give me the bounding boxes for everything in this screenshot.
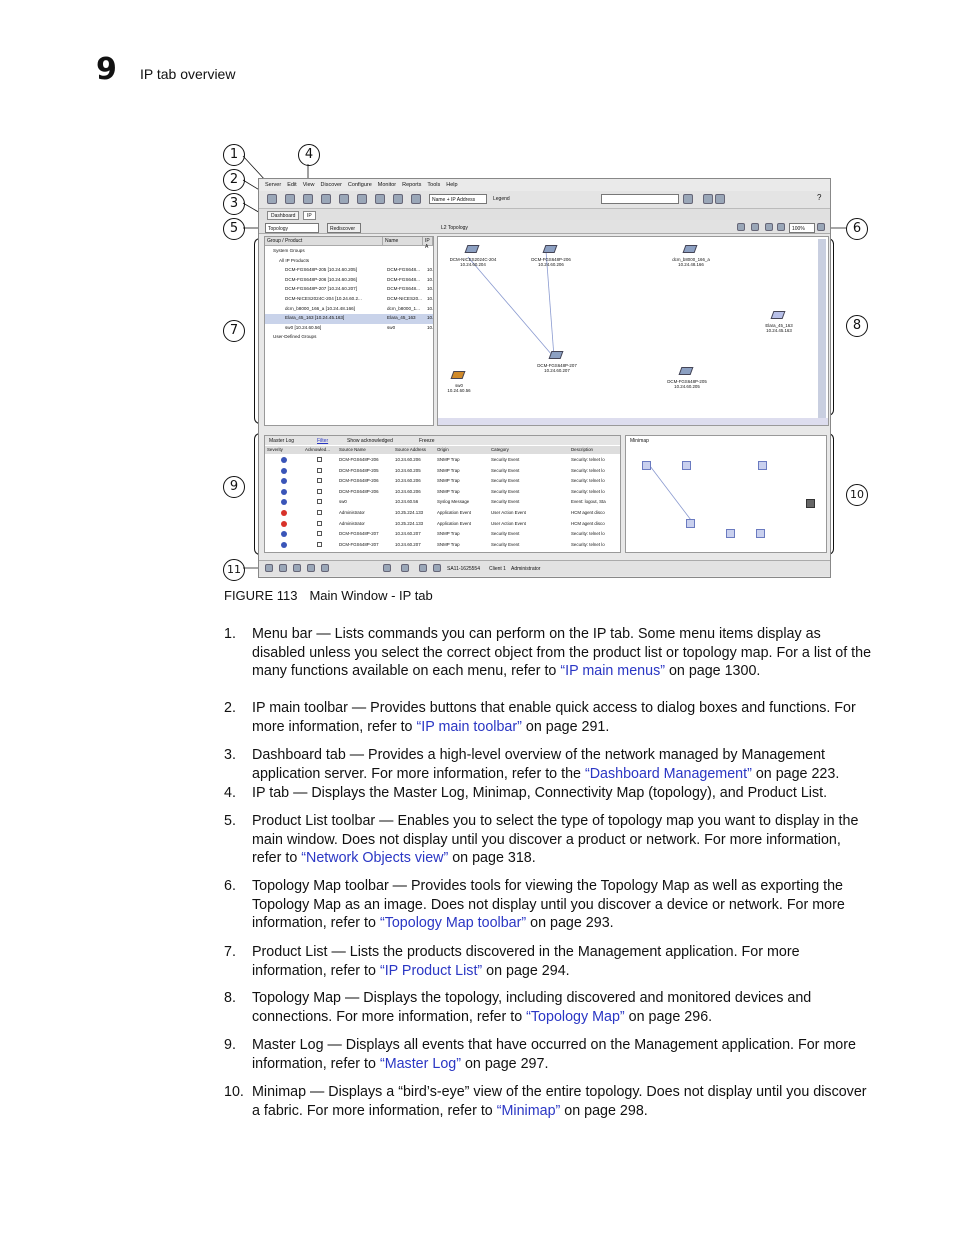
list-term: Topology Map toolbar [252, 878, 389, 894]
log-cell-cat: Security Event [491, 478, 520, 484]
list-number: 4. [224, 785, 236, 801]
log-row[interactable] [265, 529, 620, 540]
log-row[interactable] [265, 487, 620, 498]
status-icon[interactable] [279, 564, 287, 572]
list-body [252, 1083, 874, 1120]
product-row[interactable] [265, 305, 433, 315]
product-row[interactable] [265, 266, 433, 276]
status-client: Client 1 [489, 566, 506, 572]
error-icon [281, 510, 287, 516]
minimap [625, 435, 827, 553]
product-group-cell: System Groups [273, 248, 305, 253]
menu-bar [259, 179, 830, 191]
status-icon[interactable] [265, 564, 273, 572]
list-number: 10. [224, 1084, 244, 1100]
log-row[interactable] [265, 455, 620, 466]
minimap-node [758, 461, 767, 470]
acknowledge-checkbox[interactable] [317, 510, 322, 515]
tab-dashboard[interactable]: Dashboard [267, 211, 299, 220]
list-text: tab. Some menu items display as disabled unless you select the correct object from the product list or topology map. For a list of the many functions available on each menu, refer to [252, 626, 872, 680]
list-term: Dashboard tab [252, 747, 346, 763]
status-icon[interactable] [321, 564, 329, 572]
topology-device-ip: 10.24.45.163 [766, 328, 792, 333]
list-post: on page 297. [460, 1055, 549, 1072]
product-list-toolbar [259, 220, 830, 234]
log-cell-source: DCM-FGS648P-206 [339, 478, 379, 484]
toolbar-icon[interactable] [393, 194, 403, 204]
list-dash: — [323, 1037, 346, 1053]
acknowledge-checkbox[interactable] [317, 521, 322, 526]
list-post: on page 291. [521, 718, 610, 735]
toolbar-icon[interactable] [357, 194, 367, 204]
legend-label[interactable]: Legend [493, 196, 510, 202]
callout-1: 1 [223, 144, 245, 166]
product-ip-cell: 10. [427, 286, 434, 292]
log-column-header[interactable]: Source Name [339, 447, 366, 452]
log-cell-origin: Application Event [437, 510, 471, 515]
product-group-cell: sw0 [10.24.60.56] [285, 324, 322, 330]
product-name-cell: dcm_b8000_1... [387, 305, 420, 311]
list-number: 7. [224, 944, 236, 960]
product-name-cell: DCM-FGS648... [387, 276, 420, 282]
list-term: IP main toolbar [252, 700, 348, 716]
log-row[interactable] [265, 519, 620, 530]
log-cell-desc: HCM agent disco [571, 520, 605, 526]
list-term: Topology Map [252, 990, 342, 1006]
product-group-cell: dcm_b8000_166_a [10.24.48.166] [285, 305, 355, 311]
topology-view-select[interactable]: Topology [265, 223, 319, 233]
log-cell-cat: Security Event [491, 488, 520, 494]
toolbar-icon[interactable] [339, 194, 349, 204]
status-icon[interactable] [433, 564, 441, 572]
list-pre: Lists commands you can perform on the [334, 626, 593, 642]
info-icon [281, 542, 287, 548]
product-name-cell: DCM-NICES20... [387, 296, 422, 301]
log-cell-source: DCM-FGS648P-207 [339, 531, 379, 537]
figure-title: Main Window - IP tab [309, 588, 433, 603]
col-name[interactable]: Name [383, 237, 423, 245]
info-icon [281, 478, 287, 484]
help-icon[interactable]: ? [817, 193, 822, 202]
topology-map[interactable] [437, 236, 829, 426]
cross-reference-link[interactable]: “Topology Map toolbar” [379, 915, 527, 932]
log-cell-addr: 10.24.60.206 [395, 478, 421, 484]
product-row[interactable] [265, 257, 433, 267]
print-icon[interactable] [765, 223, 773, 231]
export-icon[interactable] [777, 223, 785, 231]
col-group-product[interactable]: Group / Product [265, 237, 383, 245]
master-log-title: Master Log [269, 438, 295, 444]
log-cell-cat: Security Event [491, 541, 520, 547]
product-name-cell: Elara_45_163 [387, 315, 416, 321]
log-cell-addr: 10.24.60.207 [395, 541, 421, 547]
log-cell-source: Administrator [339, 510, 365, 515]
callout-5: 5 [223, 218, 245, 240]
master-log [264, 435, 621, 553]
list-term: Minimap [252, 1084, 307, 1100]
list-body [252, 746, 874, 783]
acknowledge-checkbox[interactable] [317, 489, 322, 494]
log-cell-source: Administrator [339, 520, 365, 526]
log-column-header[interactable]: Origin [437, 447, 449, 452]
log-cell-addr: 10.24.60.206 [395, 488, 421, 494]
list-post: on page 1300. [664, 663, 761, 680]
topology-device-name: DCM-NICES2024C-204 [449, 257, 497, 262]
list-text: Provides buttons that enable quick access to dialog boxes and functions. For more information, refer to [252, 700, 856, 735]
topology-device-name: DCM-FGS648P-206 [531, 257, 571, 262]
cross-reference-link[interactable]: “IP main menus” [560, 663, 665, 680]
menu-reports[interactable]: Reports [402, 182, 422, 188]
list-dash: — [345, 747, 369, 763]
topology-device-ip: 10.24.60.206 [538, 262, 564, 267]
log-cell-addr: 10.25.224.133 [395, 520, 424, 526]
log-cell-origin: SNMP Trap [437, 541, 460, 547]
list-term: IP tab [252, 785, 290, 801]
log-cell-cat: Security Event [491, 467, 520, 473]
product-row[interactable] [265, 324, 433, 334]
product-name-cell: DCM-FGS648... [387, 267, 420, 273]
master-log-header [265, 446, 620, 454]
callout-4: 4 [298, 144, 320, 166]
minimap-node [726, 529, 735, 538]
log-row[interactable] [265, 476, 620, 487]
log-cell-source: DCM-FGS648P-207 [339, 541, 379, 547]
topology-device-name: DCM-FGS648P-205 [667, 379, 707, 384]
search-icon[interactable] [683, 194, 693, 204]
topology-scrollbar-vertical[interactable] [818, 239, 826, 419]
list-body [252, 989, 874, 1026]
log-row[interactable] [265, 540, 620, 551]
status-icon[interactable] [419, 564, 427, 572]
list-text: Displays the Master Log, Minimap, Connectivity Map (topology), and Product List. [311, 785, 828, 801]
topology-tool-icon[interactable] [751, 223, 759, 231]
minimap-node [642, 461, 651, 470]
log-cell-origin: SNMP Trap [437, 488, 460, 494]
product-ip-cell: 10. [427, 267, 434, 273]
list-text: Enables you to select the type of topology map you want to display in the main window. Does not display until you discover a product or network. For more information, refer to [252, 813, 859, 867]
list-text: Displays a “bird’s-eye” view of the entire topology. Does not display until you discover a fabric. For more information, refer to [252, 1084, 867, 1119]
product-row[interactable] [265, 314, 433, 324]
topology-device-ip: 10.24.60.204 [460, 262, 486, 267]
info-icon [281, 531, 287, 537]
col-ip[interactable]: IP A [423, 237, 433, 245]
log-cell-cat: Security Event [491, 457, 520, 462]
list-number: 6. [224, 878, 236, 894]
product-group-cell: All IP Products [279, 257, 310, 263]
acknowledge-checkbox[interactable] [317, 457, 322, 462]
list-term: Product List [252, 944, 328, 960]
product-group-cell: DCM-NICES2024C-204 [10.24.60.2... [285, 296, 362, 301]
toolbar-icon[interactable] [321, 194, 331, 204]
log-column-header[interactable]: Source Address [395, 447, 426, 452]
topology-device-name: dcm_b8000_166_a [672, 257, 710, 262]
cross-reference-link[interactable]: “Minimap” [496, 1102, 561, 1119]
list-number: 1. [224, 626, 236, 642]
menu-view[interactable]: View [302, 182, 315, 188]
arrow-down-icon[interactable] [715, 194, 725, 204]
filter-link[interactable]: Filter [317, 438, 329, 444]
toolbar-icon[interactable] [411, 194, 421, 204]
log-cell-desc: Security: telnet lo [571, 467, 605, 473]
info-icon [281, 489, 287, 495]
callout-9: 9 [223, 476, 245, 498]
log-cell-origin: SNMP Trap [437, 457, 460, 462]
callout-3: 3 [223, 193, 245, 215]
toolbar-icon[interactable] [267, 194, 277, 204]
product-name-cell: sw0 [387, 324, 396, 330]
list-post: on page 293. [526, 915, 614, 932]
minimap-node [756, 529, 765, 538]
log-cell-addr: 10.24.60.206 [395, 457, 421, 462]
list-term: Menu bar [252, 626, 313, 642]
topology-tool-icon[interactable] [737, 223, 745, 231]
callout-2: 2 [223, 169, 245, 191]
log-cell-source: DCM-FGS648P-205 [339, 467, 379, 473]
product-group-cell: DCM-FGS648P-206 [10.24.60.206] [285, 276, 358, 282]
log-cell-addr: 10.24.60.56 [395, 499, 419, 505]
info-icon [281, 457, 287, 463]
ip-main-toolbar [259, 191, 830, 209]
product-name-cell: DCM-FGS648... [387, 286, 420, 292]
cross-reference-link[interactable]: “Network Objects view” [301, 850, 449, 867]
list-body [252, 877, 874, 933]
list-term: Product List toolbar [252, 813, 376, 829]
product-ip-cell: 10. [427, 324, 434, 330]
callout-10: 10 [846, 484, 868, 506]
list-dash: — [327, 944, 350, 960]
cross-reference-link[interactable]: “Master Log” [379, 1055, 461, 1072]
master-log-toolbar [265, 436, 620, 445]
list-dash: — [312, 626, 335, 642]
status-icon[interactable] [293, 564, 301, 572]
cross-reference-link[interactable]: “IP Product List” [379, 962, 483, 979]
acknowledge-checkbox[interactable] [317, 478, 322, 483]
log-cell-desc: Security: telnet lo [571, 457, 605, 462]
log-cell-desc: Security: telnet lo [571, 488, 605, 494]
list-body [252, 943, 874, 980]
list-dash: — [375, 813, 398, 829]
log-row[interactable] [265, 508, 620, 519]
topology-device-ip: 10.24.60.56 [447, 388, 471, 393]
arrow-up-icon[interactable] [703, 194, 713, 204]
product-group-cell: Elara_45_163 [10.24.45.163] [285, 315, 345, 321]
list-post: on page 294. [482, 962, 570, 979]
figure-caption [224, 588, 433, 603]
callout-8: 8 [846, 315, 868, 337]
log-cell-origin: SNMP Trap [437, 531, 460, 537]
log-cell-cat: User Action Event [491, 520, 526, 526]
topology-device-name: sw0 [455, 383, 463, 388]
product-ip-cell: 10. [427, 315, 434, 321]
minimap-title: Minimap [630, 438, 649, 444]
chapter-title: IP tab overview [140, 66, 236, 82]
product-group-cell: DCM-FGS648P-205 [10.24.60.205] [285, 267, 358, 273]
menu-discover[interactable]: Discover [320, 182, 342, 188]
log-cell-cat: User Action Event [491, 510, 526, 515]
log-row[interactable] [265, 466, 620, 477]
topology-title: L2 Topology [441, 225, 468, 231]
freeze-checkbox[interactable]: Freeze [419, 438, 435, 444]
list-text: Provides a high-level overview of the network managed by Management application server. For more information, refer to the [252, 747, 826, 782]
menu-tools[interactable]: Tools [427, 182, 441, 188]
figure-label: FIGURE 113 [224, 588, 298, 603]
log-row[interactable] [265, 497, 620, 508]
topology-device-ip: 10.24.48.166 [678, 262, 704, 267]
log-cell-origin: SNMP Trap [437, 478, 460, 484]
toolbar-icon[interactable] [375, 194, 385, 204]
status-server: SA11-1625554 [447, 566, 480, 572]
log-cell-desc: Security: telnet lo [571, 541, 605, 547]
list-dash: — [341, 990, 364, 1006]
list-body [252, 1036, 874, 1073]
callout-6: 6 [846, 218, 868, 240]
product-group-cell: DCM-FGS648P-207 [10.24.60.207] [285, 286, 358, 292]
list-post: on page 223. [751, 765, 840, 782]
list-number: 2. [224, 700, 236, 716]
topology-device-ip: 10.24.60.207 [544, 368, 570, 373]
info-icon [281, 468, 287, 474]
product-list [264, 236, 434, 426]
list-text: Displays the topology, including discovered and monitored devices and connections. For more information, refer to [252, 990, 812, 1025]
topology-scrollbar-horizontal[interactable] [438, 418, 828, 425]
status-icon[interactable] [401, 564, 409, 572]
zoom-select[interactable]: 100% [789, 223, 815, 233]
log-column-header[interactable]: Acknowled... [305, 447, 330, 452]
acknowledge-checkbox[interactable] [317, 499, 322, 504]
log-cell-cat: Security Event [491, 531, 520, 537]
status-icon[interactable] [307, 564, 315, 572]
product-row[interactable] [265, 333, 433, 343]
log-cell-addr: 10.24.60.205 [395, 467, 421, 473]
log-column-header[interactable]: Category [491, 447, 509, 452]
cross-reference-link[interactable]: “Topology Map” [526, 1008, 625, 1025]
log-cell-addr: 10.25.224.133 [395, 510, 424, 515]
list-body [252, 625, 874, 681]
log-cell-origin: SNMP Trap [437, 467, 460, 473]
menu-server[interactable]: Server [265, 182, 282, 188]
search-field[interactable] [601, 194, 679, 204]
log-column-header[interactable]: Severity [267, 447, 283, 452]
log-cell-source: DCM-FGS648P-206 [339, 457, 379, 462]
list-post: on page 298. [560, 1102, 648, 1119]
list-dash: — [306, 1084, 329, 1100]
log-cell-addr: 10.24.60.207 [395, 531, 421, 537]
topology-device-name: Elara_45_163 [765, 323, 793, 328]
menu-help[interactable]: Help [446, 182, 458, 188]
log-cell-source: sw0 [339, 499, 347, 505]
log-cell-cat: Security Event [491, 499, 520, 505]
callout-11: 11 [223, 559, 245, 581]
menu-configure[interactable]: Configure [347, 182, 372, 188]
log-cell-desc: Security: telnet lo [571, 478, 605, 484]
log-cell-origin: Syslog Message [437, 499, 470, 505]
product-row[interactable] [265, 295, 433, 305]
acknowledge-checkbox[interactable] [317, 542, 322, 547]
list-body [252, 699, 874, 736]
status-bar [259, 560, 830, 576]
list-bold: IP [592, 626, 607, 642]
product-group-cell: User-Defined Groups [273, 334, 317, 340]
product-row[interactable] [265, 276, 433, 286]
product-row[interactable] [265, 247, 433, 257]
chapter-number: 9 [96, 52, 117, 87]
list-dash: — [388, 878, 411, 894]
topology-device-name: DCM-FGS648P-207 [537, 363, 577, 368]
status-icon[interactable] [383, 564, 391, 572]
list-text: Provides tools for viewing the Topology Map as well as exporting the Topology Map as an image. Does not display until you discover a device or network. For more information, refer to [252, 878, 845, 932]
list-post: on page 318. [448, 850, 536, 867]
list-body [252, 812, 874, 868]
rediscover-button[interactable]: Rediscover [327, 223, 361, 233]
toolbar-icon[interactable] [303, 194, 313, 204]
menu-monitor[interactable]: Monitor [377, 182, 397, 188]
status-user: Administrator [511, 566, 541, 572]
list-number: 8. [224, 990, 236, 1006]
list-text: Lists the products discovered in the Management application. For more information, refer to [252, 944, 800, 979]
log-cell-origin: Application Event [437, 520, 471, 526]
minimap-node [686, 519, 695, 528]
view-select[interactable]: Name + IP Address [429, 194, 487, 204]
log-column-header[interactable]: Description [571, 447, 593, 452]
tab-row [259, 209, 830, 220]
acknowledge-checkbox[interactable] [317, 531, 322, 536]
acknowledge-checkbox[interactable] [317, 468, 322, 473]
list-body [252, 784, 874, 803]
log-cell-desc: Event: logout, Sta [571, 499, 606, 505]
minimap-node [806, 499, 815, 508]
product-ip-cell: 10. [427, 276, 434, 282]
error-icon [281, 521, 287, 527]
product-list-header [265, 237, 433, 250]
product-ip-cell: 10. [427, 305, 434, 311]
show-acknowledged-checkbox[interactable]: Show acknowledged [347, 438, 393, 444]
list-term: Master Log [252, 1037, 324, 1053]
list-post: on page 296. [624, 1008, 713, 1025]
log-cell-desc: Security: telnet lo [571, 531, 605, 537]
list-number: 3. [224, 747, 236, 763]
minimap-node [682, 461, 691, 470]
product-ip-cell: 10. [427, 296, 434, 301]
topology-device-ip: 10.24.60.205 [674, 384, 700, 389]
menu-edit[interactable]: Edit [287, 182, 297, 188]
zoom-icon[interactable] [817, 223, 825, 231]
product-row[interactable] [265, 285, 433, 295]
list-text: Displays all events that have occurred on the Management application. For more information, refer to [252, 1037, 856, 1072]
cross-reference-link[interactable]: “IP main toolbar” [416, 718, 522, 735]
list-dash: — [289, 785, 312, 801]
log-cell-source: DCM-FGS648P-206 [339, 488, 379, 494]
toolbar-icon[interactable] [285, 194, 295, 204]
cross-reference-link[interactable]: “Dashboard Management” [584, 765, 752, 782]
list-dash: — [347, 700, 371, 716]
log-cell-desc: HCM agent disco [571, 510, 605, 515]
list-number: 5. [224, 813, 236, 829]
callout-7: 7 [223, 320, 245, 342]
main-window-screenshot [258, 178, 831, 578]
list-number: 9. [224, 1037, 236, 1053]
tab-ip[interactable]: IP [303, 211, 316, 220]
info-icon [281, 499, 287, 505]
